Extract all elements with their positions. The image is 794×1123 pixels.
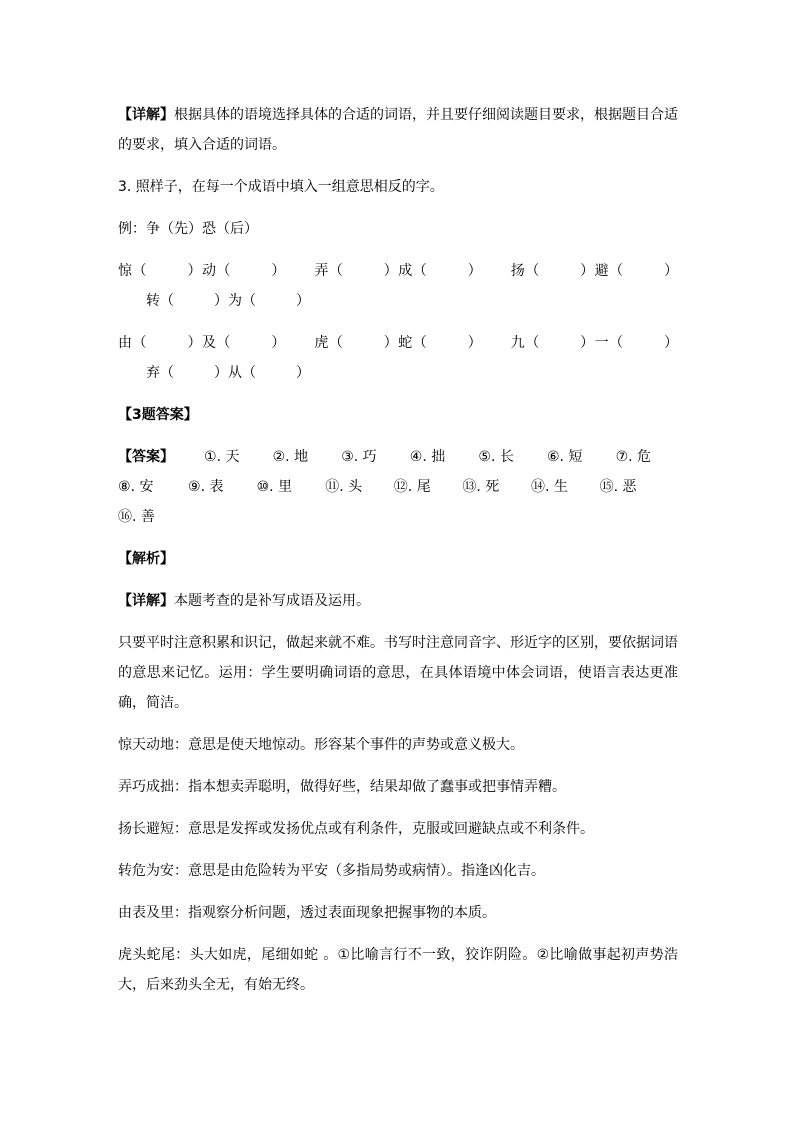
- question-3-prompt: 3. 照样子，在每一个成语中填入一组意思相反的字。: [118, 179, 444, 195]
- idiom-explanation: 虎头蛇尾：头大如虎，尾细如蛇 。①比喻言行不一致，狡诈阴险。②比喻做事起初声势浩大，后来劲头全无，有始无终。: [118, 947, 678, 993]
- answer-item: ⑥. 短: [546, 449, 583, 465]
- answer-item: ⑬. 死: [462, 479, 500, 495]
- idiom-blank: 惊（ ）动（ ）: [118, 263, 286, 279]
- answer-item: ⑪. 头: [325, 479, 363, 495]
- answer-heading: 【3题答案】: [118, 407, 198, 423]
- answer-item: ⑨. 表: [188, 479, 224, 495]
- analysis-paragraph: 只要平时注意积累和识记，做起来就不难。书写时注意同音字、形近字的区别，要依据词语的意思来记忆。运用：学生要明确词语的意思，在具体语境中体会词语，使语言表达更准确，简洁。: [118, 635, 678, 711]
- answer-item: ⑮. 恶: [599, 479, 637, 495]
- idiom-explanation: 扬长避短：意思是发挥或发扬优点或有利条件，克服或回避缺点或不利条件。: [118, 821, 594, 837]
- question-3-example: 例：争（先）恐（后）: [118, 221, 258, 237]
- detail-text: 根据具体的语境选择具体的合适的词语，并且要仔细阅读题目要求，根据题目合适的要求，填入合适的词语。: [118, 107, 678, 153]
- idiom-explanation: 惊天动地：意思是使天地惊动。形容某个事件的声势或意义极大。: [118, 737, 524, 753]
- answer-item: ⑧. 安: [118, 479, 154, 495]
- analysis-detail: [118, 586, 678, 616]
- idiom-blank: 弃（ ）从（ ）: [146, 365, 310, 381]
- answer-item: ③. 巧: [341, 449, 377, 465]
- detail-tag: 【详解】: [118, 593, 174, 609]
- idiom-blank: 弄（ ）成（ ）: [313, 263, 483, 279]
- idiom-blank: 九（ ）一（ ）: [510, 335, 679, 351]
- detail-tag: 【详解】: [118, 107, 174, 123]
- answer-item: ⑦. 危: [615, 449, 652, 465]
- answer-item: ④. 拙: [409, 449, 446, 465]
- answer-item: ⑯. 善: [118, 509, 155, 525]
- answer-item: ⑫. 尾: [393, 479, 431, 495]
- idiom-blank-row-2: [118, 328, 678, 388]
- previous-detail-paragraph: [118, 100, 678, 160]
- answer-item: ②. 地: [272, 449, 309, 465]
- answer-item: ⑤. 长: [478, 449, 514, 465]
- answer-item: ①. 天: [204, 449, 240, 465]
- document-page: [118, 100, 678, 1012]
- idiom-blank-row-1: [118, 256, 678, 316]
- answer-item: ⑭. 生: [530, 479, 568, 495]
- answer-label: 【答案】: [118, 449, 174, 465]
- answer-item: ⑩. 里: [256, 479, 293, 495]
- idiom-blank: 转（ ）为（ ）: [146, 293, 310, 309]
- idiom-blank: 扬（ ）避（ ）: [510, 263, 679, 279]
- answer-list: [118, 442, 678, 532]
- analysis-heading: 【解析】: [118, 551, 174, 567]
- idiom-explanation: 弄巧成拙：指本想卖弄聪明，做得好些，结果却做了蠢事或把事情弄糟。: [118, 779, 566, 795]
- idiom-explanation: 转危为安：意思是由危险转为平安（多指局势或病情）。指逢凶化吉。: [118, 863, 545, 879]
- detail-text: 本题考查的是补写成语及运用。: [174, 593, 370, 609]
- idiom-blank: 由（ ）及（ ）: [118, 335, 286, 351]
- idiom-blank: 虎（ ）蛇（ ）: [313, 335, 483, 351]
- idiom-explanation: 由表及里：指观察分析问题，透过表面现象把握事物的本质。: [118, 905, 496, 921]
